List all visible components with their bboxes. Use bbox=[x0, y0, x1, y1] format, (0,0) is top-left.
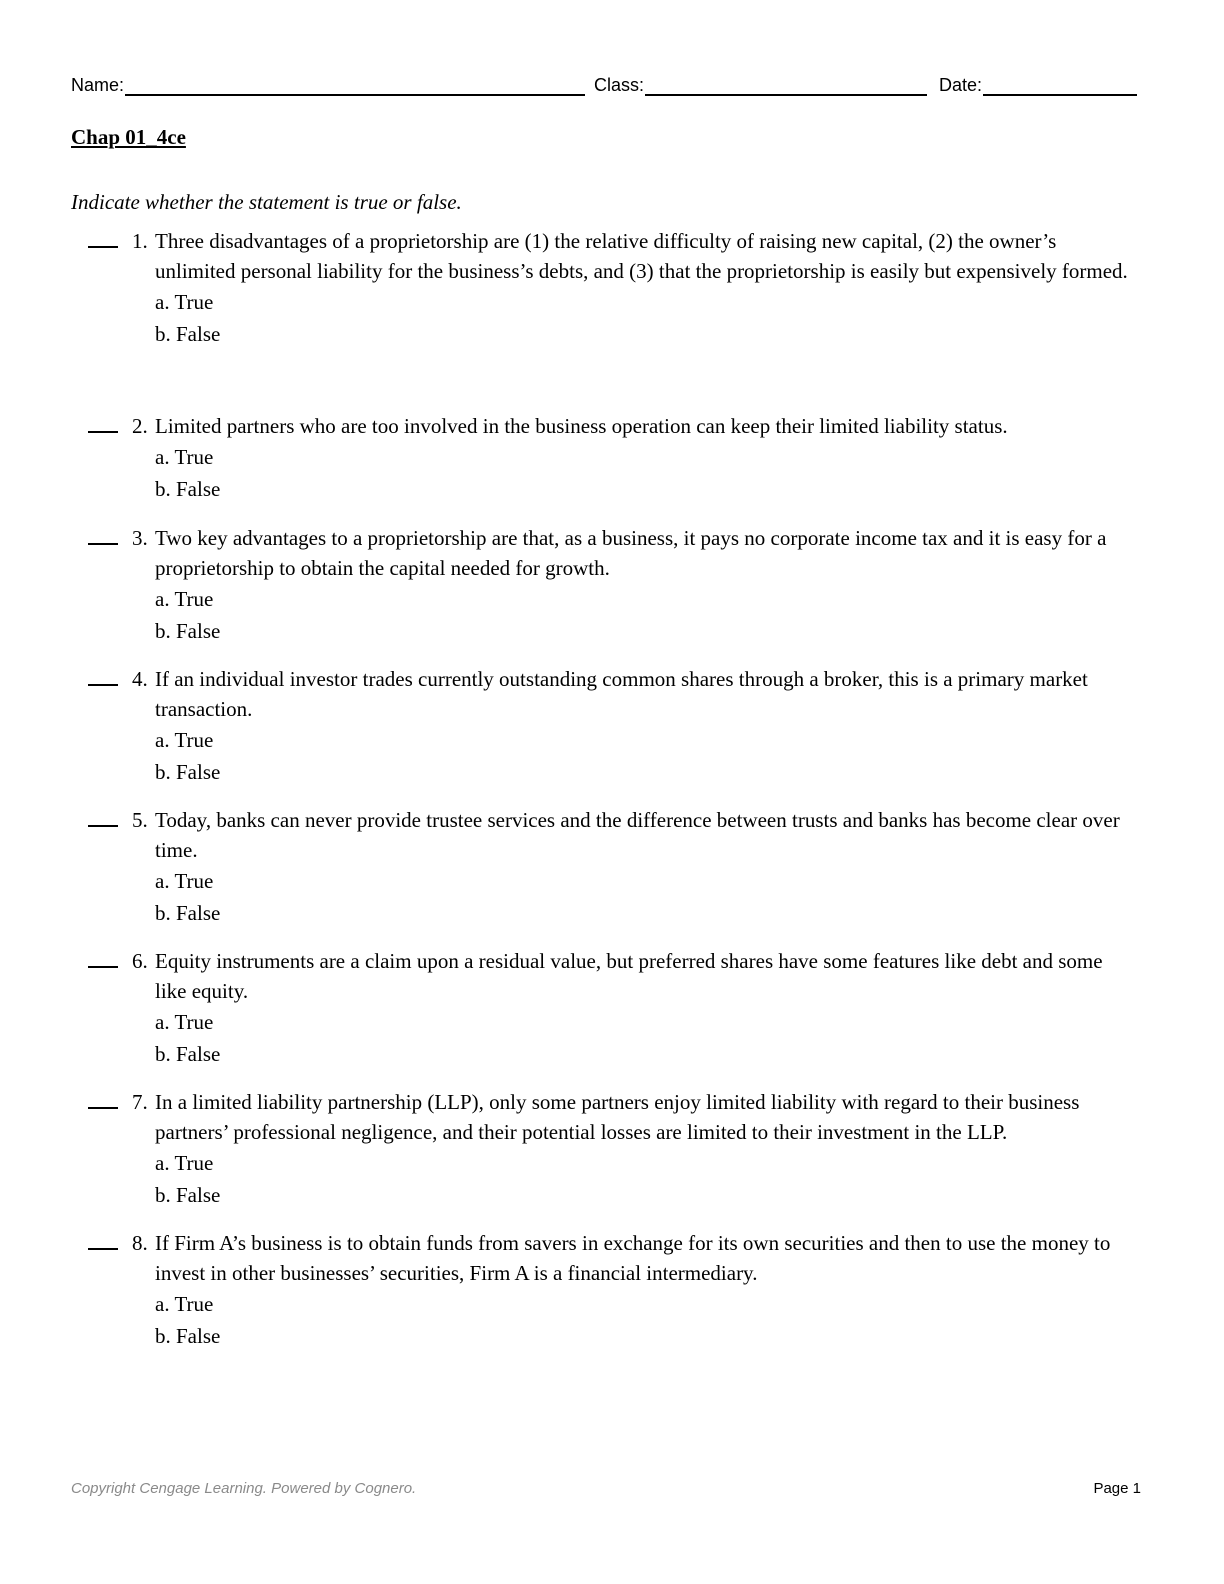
question-number: 6. bbox=[132, 949, 148, 973]
name-blank-line[interactable] bbox=[125, 74, 585, 96]
footer-copyright: Copyright Cengage Learning. Powered by Cognero. bbox=[71, 1480, 417, 1497]
question-item bbox=[88, 1087, 1148, 1211]
answer-blank[interactable] bbox=[88, 825, 118, 827]
class-label: Class: bbox=[594, 75, 645, 95]
question-number: 1. bbox=[132, 229, 148, 253]
question-item bbox=[88, 664, 1148, 788]
option-false: b. False bbox=[155, 901, 221, 925]
question-item bbox=[88, 523, 1148, 647]
question-number: 4. bbox=[132, 667, 148, 691]
student-info-header bbox=[71, 72, 1141, 98]
question-text: In a limited liability partnership (LLP), only some partners enjoy limited liability with regard to their business partners’ professional negligence, and their potential losses are limited to their investment in the LLP. bbox=[155, 1090, 1080, 1144]
question-item bbox=[88, 805, 1148, 929]
option-false: b. False bbox=[155, 1183, 221, 1207]
option-true: a. True bbox=[155, 1292, 214, 1316]
question-text: If an individual investor trades currently outstanding common shares through a broker, this is a primary market transaction. bbox=[155, 667, 1088, 721]
date-field[interactable] bbox=[939, 72, 1137, 96]
question-text: Limited partners who are too involved in the business operation can keep their limited liability status. bbox=[155, 414, 1008, 438]
option-true: a. True bbox=[155, 445, 214, 469]
answer-blank[interactable] bbox=[88, 246, 118, 248]
name-label: Name: bbox=[71, 75, 125, 95]
page-number: Page 1 bbox=[1093, 1480, 1141, 1497]
question-number: 7. bbox=[132, 1090, 148, 1114]
question-item bbox=[88, 1228, 1148, 1352]
question-text: If Firm A’s business is to obtain funds from savers in exchange for its own securities and then to use the money to invest in other businesses’ securities, Firm A is a financial intermediary. bbox=[155, 1231, 1111, 1285]
option-true: a. True bbox=[155, 728, 214, 752]
answer-blank[interactable] bbox=[88, 1107, 118, 1109]
option-false: b. False bbox=[155, 1042, 221, 1066]
question-text: Three disadvantages of a proprietorship are (1) the relative difficulty of raising new capital, (2) the owner’s unlimited personal liability for the business’s debts, and (3) that the proprietorship is easily but expensively formed. bbox=[155, 229, 1128, 283]
option-false: b. False bbox=[155, 619, 221, 643]
name-field[interactable] bbox=[71, 72, 585, 96]
option-true: a. True bbox=[155, 290, 214, 314]
date-blank-line[interactable] bbox=[983, 74, 1137, 96]
option-false: b. False bbox=[155, 1324, 221, 1348]
answer-blank[interactable] bbox=[88, 543, 118, 545]
question-text: Today, banks can never provide trustee services and the difference between trusts and banks has become clear over time. bbox=[155, 808, 1120, 862]
question-number: 2. bbox=[132, 414, 148, 438]
answer-blank[interactable] bbox=[88, 1248, 118, 1250]
option-true: a. True bbox=[155, 1151, 214, 1175]
document-title: Chap 01_4ce bbox=[71, 125, 186, 149]
option-true: a. True bbox=[155, 1010, 214, 1034]
instructions: Indicate whether the statement is true or false. bbox=[71, 190, 462, 214]
question-item bbox=[88, 226, 1148, 350]
answer-blank[interactable] bbox=[88, 431, 118, 433]
option-false: b. False bbox=[155, 760, 221, 784]
answer-blank[interactable] bbox=[88, 966, 118, 968]
question-item bbox=[88, 411, 1148, 505]
class-blank-line[interactable] bbox=[645, 74, 927, 96]
option-true: a. True bbox=[155, 587, 214, 611]
question-text: Two key advantages to a proprietorship are that, as a business, it pays no corporate income tax and it is easy for a proprietorship to obtain the capital needed for growth. bbox=[155, 526, 1107, 580]
date-label: Date: bbox=[939, 75, 983, 95]
question-item bbox=[88, 946, 1148, 1070]
class-field[interactable] bbox=[594, 72, 927, 96]
question-number: 3. bbox=[132, 526, 148, 550]
question-number: 8. bbox=[132, 1231, 148, 1255]
option-false: b. False bbox=[155, 322, 221, 346]
option-true: a. True bbox=[155, 869, 214, 893]
question-number: 5. bbox=[132, 808, 148, 832]
answer-blank[interactable] bbox=[88, 684, 118, 686]
question-text: Equity instruments are a claim upon a residual value, but preferred shares have some features like debt and some like equity. bbox=[155, 949, 1103, 1003]
option-false: b. False bbox=[155, 477, 221, 501]
